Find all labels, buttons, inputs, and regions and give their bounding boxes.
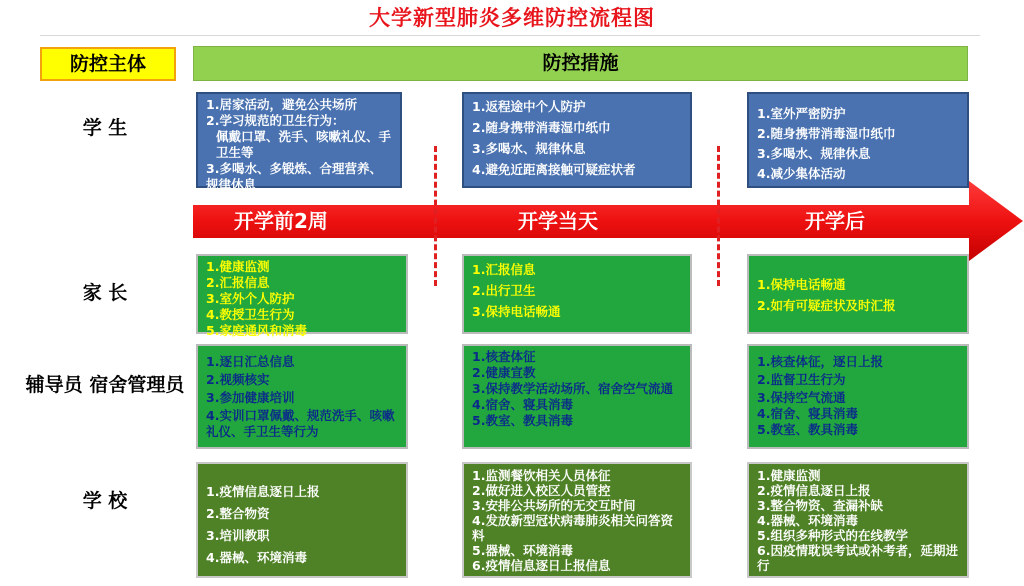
measure-item: 1.健康监测 [757, 468, 821, 483]
measure-item: 4.教授卫生行为 [206, 307, 295, 322]
row-label-student [20, 116, 190, 140]
student-measures-day [462, 92, 692, 188]
header-measures: 防控措施 [193, 46, 968, 81]
row-label-school [20, 489, 190, 513]
measure-item: 1.居家活动，避免公共场所 [206, 97, 357, 112]
measure-item: 2.出行卫生 [472, 283, 536, 298]
row-label-counselor [20, 373, 190, 397]
measure-item: 4.避免近距离接触可疑症状者 [472, 162, 636, 177]
measure-item: 6.疫情信息逐日上报信息 [472, 558, 611, 573]
row-label-counselor-line1: 辅导员 [25, 374, 83, 396]
measure-item: 3.培训教职 [206, 528, 270, 543]
measure-item: 佩戴口罩、洗手、咳嗽礼仪、手卫生等 [216, 129, 392, 160]
measure-item: 3.保持教学活动场所、宿舍空气流通 [472, 381, 673, 396]
parent-measures-before [196, 254, 408, 338]
student-measures-before [196, 92, 402, 192]
parent-measures-day [462, 254, 692, 334]
phase-label-before: 开学前2周 [234, 209, 328, 233]
measure-item: 5.教室、教具消毒 [757, 422, 858, 437]
measure-item: 3.保持空气流通 [757, 390, 846, 405]
measure-item: 1.逐日汇总信息 [206, 354, 295, 369]
measure-item: 2.学习规范的卫生行为： [206, 113, 345, 128]
measure-item: 1.疫情信息逐日上报 [206, 484, 320, 499]
measure-item: 3.安排公共场所的无交互时间 [472, 498, 636, 513]
measure-item: 1.室外严密防护 [757, 106, 846, 121]
school-measures-day [462, 462, 692, 578]
row-label-student-text: 学 生 [82, 117, 128, 139]
measure-item: 3.参加健康培训 [206, 390, 295, 405]
measure-item: 2.整合物资 [206, 506, 270, 521]
counselor-measures-after [747, 344, 969, 449]
measure-item: 4.减少集体活动 [757, 166, 846, 181]
header-subject: 防控主体 [40, 47, 176, 81]
measure-item: 1.汇报信息 [472, 262, 536, 277]
row-label-school-text: 学 校 [82, 490, 128, 512]
measure-item: 5.组织多种形式的在线教学 [757, 528, 908, 543]
measure-item: 3.保持电话畅通 [472, 304, 561, 319]
measure-item: 4.发放新型冠状病毒肺炎相关问答资料 [472, 513, 673, 543]
measure-item: 2.汇报信息 [206, 275, 270, 290]
measure-item: 6.因疫情耽误考试或补考者，延期进行 [757, 543, 958, 573]
measure-item: 3.多喝水、多锻炼、合理营养、规律休息 [206, 161, 382, 192]
phase-label-after: 开学后 [805, 209, 865, 233]
measure-item: 1.核查体征 [472, 349, 536, 364]
measure-item: 2.如有可疑症状及时汇报 [757, 298, 896, 313]
measure-item: 2.随身携带消毒湿巾纸巾 [757, 126, 896, 141]
measure-item: 1.核查体征，逐日上报 [757, 354, 883, 369]
measure-item: 4.宿舍、寝具消毒 [472, 397, 573, 412]
measure-item: 2.监督卫生行为 [757, 372, 846, 387]
measure-item: 4.器械、环境消毒 [757, 513, 858, 528]
title-divider [40, 35, 980, 36]
row-label-parent [20, 281, 190, 305]
measure-item: 1.返程途中个人防护 [472, 99, 586, 114]
measure-item: 3.整合物资、查漏补缺 [757, 498, 883, 513]
measure-item: 2.健康宣教 [472, 365, 536, 380]
measure-item: 4.实训口罩佩戴、规范洗手、咳嗽礼仪、手卫生等行为 [206, 408, 395, 439]
measure-item: 2.视频核实 [206, 372, 270, 387]
phase-divider-2 [717, 146, 720, 286]
measure-item: 5.教室、教具消毒 [472, 413, 573, 428]
row-label-parent-text: 家 长 [82, 282, 128, 304]
measure-item: 4.器械、环境消毒 [206, 550, 307, 565]
phase-label-day: 开学当天 [518, 209, 598, 233]
counselor-measures-day [462, 344, 692, 449]
measure-item: 2.随身携带消毒湿巾纸巾 [472, 120, 611, 135]
school-measures-after [747, 462, 969, 578]
measure-item: 1.保持电话畅通 [757, 277, 846, 292]
parent-measures-after [747, 254, 969, 334]
measure-item: 2.疫情信息逐日上报 [757, 483, 871, 498]
measure-item: 2.做好进入校区人员管控 [472, 483, 611, 498]
measure-item: 3.室外个人防护 [206, 291, 295, 306]
row-label-counselor-line2: 宿舍管理员 [89, 374, 185, 396]
phase-divider-1 [434, 146, 437, 286]
measure-item: 1.健康监测 [206, 259, 270, 274]
measure-item: 3.多喝水、规律休息 [757, 146, 871, 161]
measure-item: 3.多喝水、规律休息 [472, 141, 586, 156]
page-title: 大学新型肺炎多维防控流程图 [369, 6, 655, 30]
measure-item: 5.家庭通风和消毒 [206, 323, 307, 338]
measure-item: 4.宿舍、寝具消毒 [757, 406, 858, 421]
school-measures-before [196, 462, 408, 578]
student-measures-after [747, 92, 969, 188]
measure-item: 1.监测餐饮相关人员体征 [472, 468, 611, 483]
counselor-measures-before [196, 344, 408, 449]
measure-item: 5.器械、环境消毒 [472, 543, 573, 558]
